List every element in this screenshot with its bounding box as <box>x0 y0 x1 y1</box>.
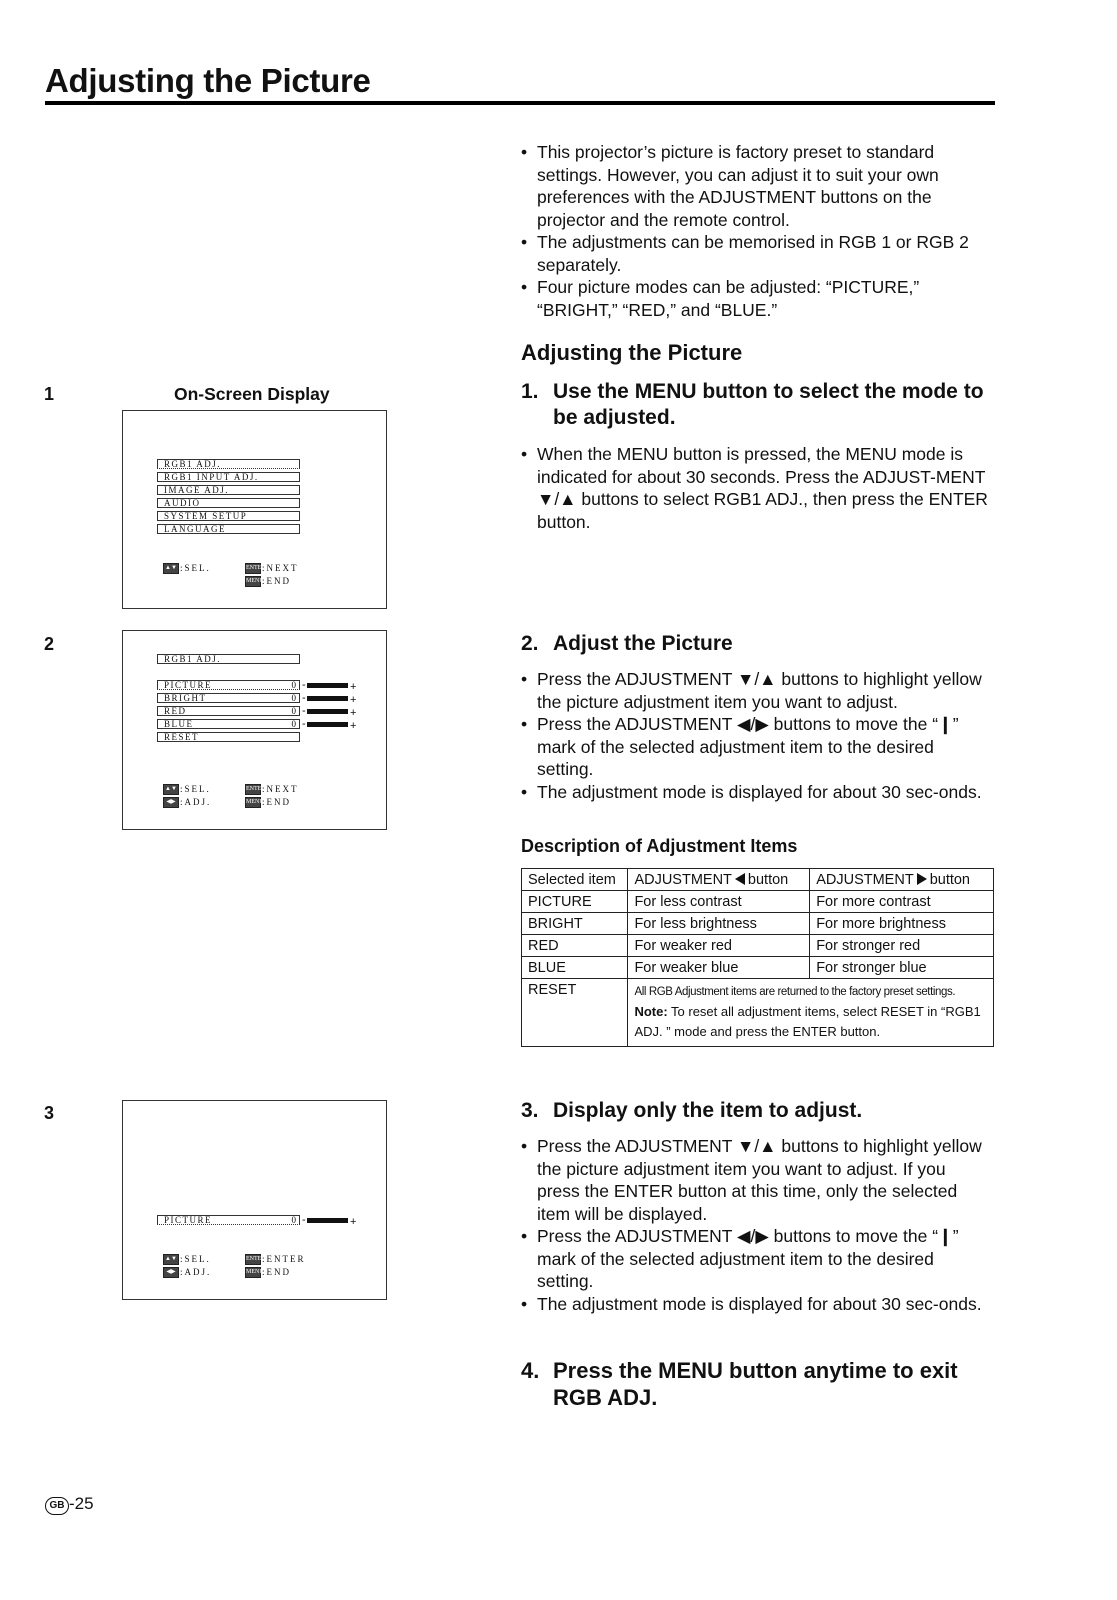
table-row <box>522 913 994 935</box>
osd-panel-single-item <box>122 1100 387 1300</box>
title-underline <box>45 101 995 105</box>
osd-adj-item: PICTURE 0 <box>157 1215 300 1225</box>
table-header-cell: Selected item <box>522 869 628 891</box>
osd-panel-menu <box>122 410 387 609</box>
step-bullet: • Press the ADJUSTMENT ▼/▲ buttons to highlight yellow the picture adjustment item you want to adjust. If you press the ENTER button at this time, only the selected item will be displayed. <box>521 1135 991 1225</box>
osd-adj-item: RED 0 <box>157 706 300 716</box>
osd-panel-title: RGB1 ADJ. <box>157 654 300 664</box>
step-bullets <box>521 1135 991 1315</box>
table-cell: For less contrast <box>628 891 810 913</box>
intro-bullet: • This projector’s picture is factory preset to standard settings. However, you can adjust it to suit your own preferences with the ADJUSTMENT buttons on the projector and the remote control. <box>521 141 996 231</box>
step-bullet: • Press the ADJUSTMENT ◀/▶ buttons to move the “❙” mark of the selected adjustment item to the desired setting. <box>521 1225 991 1293</box>
osd-menu-item: LANGUAGE <box>157 524 300 534</box>
level-bar <box>307 722 348 727</box>
table-cell: For more brightness <box>810 913 994 935</box>
level-bar <box>307 709 348 714</box>
osd-adj-item: PICTURE 0 <box>157 680 300 690</box>
enter-key-icon: ENTER <box>245 1254 261 1265</box>
step-bullets <box>521 443 996 533</box>
table-cell-reset: All RGB Adjustment items are returned to the factory preset settings. Note: To reset all adjustment items, select RESET in “RGB1 ADJ. ” mode and press the ENTER button. <box>628 979 994 1047</box>
level-bar <box>307 1218 348 1223</box>
osd-footer-sel: ▲▼ :SEL. <box>163 783 211 795</box>
osd-adj-item: RESET <box>157 732 300 742</box>
osd-menu-item: SYSTEM SETUP <box>157 511 300 521</box>
osd-footer-next: ENTER:NEXT <box>246 563 299 573</box>
osd-adj-item: BLUE 0 <box>157 719 300 729</box>
intro-bullet: • The adjustments can be memorised in RGB 1 or RGB 2 separately. <box>521 231 996 276</box>
menu-key-icon: MENU <box>245 1267 261 1278</box>
step-marker: 3 <box>44 1103 55 1123</box>
level-bar <box>307 683 348 688</box>
step-marker: 1 <box>44 384 55 404</box>
page-title: Adjusting the Picture <box>45 62 371 99</box>
osd-footer-adj: ◀▶ :ADJ. <box>163 1266 211 1278</box>
bar-minus-sign: - <box>302 1214 306 1226</box>
osd-footer-end: MENU:END <box>246 576 291 586</box>
table-cell: RESET <box>522 979 628 1047</box>
intro-bullets <box>521 141 996 321</box>
section-title: Adjusting the Picture <box>521 340 743 365</box>
osd-footer-enter: ENTER:ENTER <box>246 1254 306 1264</box>
osd-menu-item: IMAGE ADJ. <box>157 485 300 495</box>
leftright-key-icon: ◀▶ <box>163 1267 179 1278</box>
table-row <box>522 957 994 979</box>
table-cell: For more contrast <box>810 891 994 913</box>
osd-panel-rgb-adj <box>122 630 387 830</box>
intro-bullet: • Four picture modes can be adjusted: “PICTURE,” “BRIGHT,” “RED,” and “BLUE.” <box>521 276 996 321</box>
osd-footer-adj: ◀▶ :ADJ. <box>163 796 211 808</box>
table-cell: For stronger blue <box>810 957 994 979</box>
level-bar <box>307 696 348 701</box>
osd-label: On-Screen Display <box>174 384 330 404</box>
step-bullets <box>521 668 983 803</box>
adjustment-table <box>521 868 994 1047</box>
table-row <box>522 935 994 957</box>
menu-key-icon: MENU <box>245 797 261 808</box>
left-arrow-icon <box>735 873 745 885</box>
table-cell: RED <box>522 935 628 957</box>
table-header-cell: ADJUSTMENT button <box>628 869 810 891</box>
table-header-row <box>522 869 994 891</box>
table-row <box>522 979 994 1047</box>
updown-key-icon: ▲▼ <box>163 784 179 795</box>
bar-plus-sign: + <box>350 681 357 693</box>
osd-menu-item: AUDIO <box>157 498 300 508</box>
bar-minus-sign: - <box>302 718 306 730</box>
osd-footer-end: MENU:END <box>246 797 291 807</box>
updown-key-icon: ▲▼ <box>163 563 179 574</box>
table-cell: BRIGHT <box>522 913 628 935</box>
step-bullet: • The adjustment mode is displayed for about 30 sec-onds. <box>521 781 983 804</box>
right-arrow-icon <box>917 873 927 885</box>
enter-key-icon: ENTER <box>245 784 261 795</box>
osd-footer-sel: ▲▼ :SEL. <box>163 1253 211 1265</box>
osd-footer-next: ENTER:NEXT <box>246 784 299 794</box>
table-row <box>522 891 994 913</box>
bar-plus-sign: + <box>350 694 357 706</box>
osd-adj-item: BRIGHT 0 <box>157 693 300 703</box>
bar-minus-sign: - <box>302 692 306 704</box>
table-header-cell: ADJUSTMENT button <box>810 869 994 891</box>
enter-key-icon: ENTER <box>245 563 261 574</box>
table-title: Description of Adjustment Items <box>521 836 798 856</box>
osd-footer-end: MENU:END <box>246 1267 291 1277</box>
step-bullet: • The adjustment mode is displayed for about 30 sec-onds. <box>521 1293 991 1316</box>
table-cell: For weaker red <box>628 935 810 957</box>
osd-menu-item: RGB1 ADJ. <box>157 459 300 469</box>
step-heading: 2. Adjust the Picture <box>521 632 733 655</box>
updown-key-icon: ▲▼ <box>163 1254 179 1265</box>
table-cell: For less brightness <box>628 913 810 935</box>
table-cell: PICTURE <box>522 891 628 913</box>
bar-minus-sign: - <box>302 679 306 691</box>
bar-plus-sign: + <box>350 707 357 719</box>
step-bullet: • Press the ADJUSTMENT ◀/▶ buttons to move the “❙” mark of the selected adjustment item to the desired setting. <box>521 713 983 781</box>
table-cell: For weaker blue <box>628 957 810 979</box>
table-cell: For stronger red <box>810 935 994 957</box>
gb-region-icon: GB <box>45 1497 69 1515</box>
page-number: GB -25 <box>45 1494 94 1515</box>
osd-footer-sel: ▲▼ :SEL. <box>163 562 211 574</box>
step-marker: 2 <box>44 634 55 654</box>
bar-plus-sign: + <box>350 720 357 732</box>
menu-key-icon: MENU <box>245 576 261 587</box>
bar-minus-sign: - <box>302 705 306 717</box>
step-heading: 3. Display only the item to adjust. <box>521 1099 863 1122</box>
step-heading: 1. Use the MENU button to select the mode to be adjusted. <box>521 380 984 429</box>
step-bullet: • When the MENU button is pressed, the MENU mode is indicated for about 30 seconds. Press the ADJUST-MENT ▼/▲ buttons to select RGB1 ADJ., then press the ENTER button. <box>521 443 996 533</box>
bar-plus-sign: + <box>350 1216 357 1228</box>
step-bullet: • Press the ADJUSTMENT ▼/▲ buttons to highlight yellow the picture adjustment item you want to adjust. <box>521 668 983 713</box>
leftright-key-icon: ◀▶ <box>163 797 179 808</box>
osd-menu-item: RGB1 INPUT ADJ. <box>157 472 300 482</box>
step-heading: 4. Press the MENU button anytime to exit RGB ADJ. <box>521 1358 958 1410</box>
table-cell: BLUE <box>522 957 628 979</box>
